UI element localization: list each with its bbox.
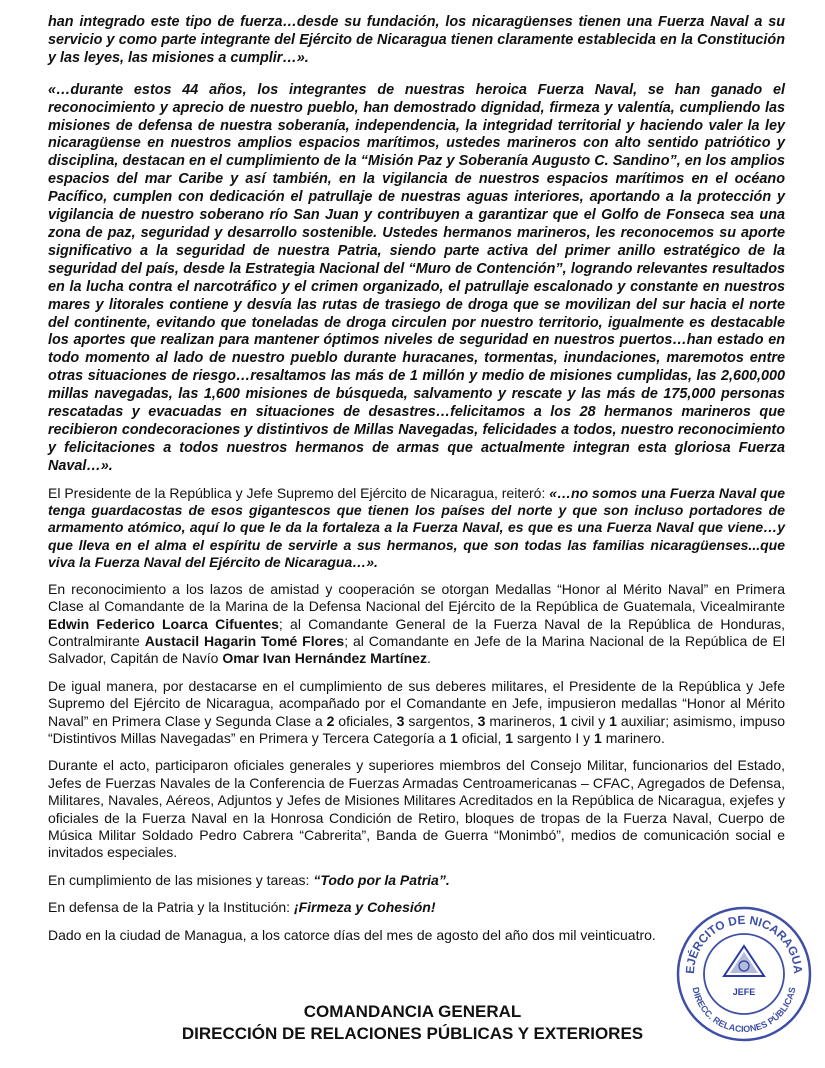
seal-top-text: EJÉRCITO DE NICARAGUA <box>682 912 806 975</box>
award-count: 3 <box>477 712 486 729</box>
award-count: 1 <box>559 712 568 729</box>
award-count: 1 <box>505 729 514 746</box>
awards-text: marineros, <box>485 712 560 729</box>
medals-text-3: ; al Comandante en Jefe de la Marina Nacional de la República de El Salvador, Capitán de Navío <box>48 632 785 667</box>
coat-of-arms-icon <box>724 946 764 976</box>
mission-line <box>48 872 785 889</box>
awards-text: De igual manera, por destacarse en el cumplimiento de sus deberes militares, el Presidente de la República y Jefe Supremo del Ejército de Nicaragua, acompañado por el Comandante en Jefe, impusieron medallas “Honor al Mérito Naval” en Primera Clase y Segunda Clase a <box>48 677 785 729</box>
defense-label: En defensa de la Patria y la Institución: <box>48 899 294 916</box>
award-count: 1 <box>450 729 458 746</box>
honoree-el-salvador: Omar Ivan Hernández Martínez <box>222 650 427 667</box>
medals-paragraph <box>48 581 785 668</box>
quote-continuation: han integrado este tipo de fuerza…desde su fundación, los nicaragüenses tienen una Fuerza Naval a su servicio y como parte integrante del Ejército de Nicaragua tienen claramente establecida en la Constitución y las leyes, las misiones a cumplir…». <box>48 14 785 66</box>
document-body <box>48 14 785 944</box>
navy-anniversary-quote: «…durante estos 44 años, los integrantes de nuestras heroica Fuerza Naval, se han ganado el reconocimiento y aprecio de nuestro pueblo, han demostrado dignidad, firmeza y valentía, cumpliendo las misiones de defensa de nuestra soberanía, independencia, la integridad territorial y haciendo valer la ley nicaragüense en nuestros amplios espacios marítimos, ustedes marineros con alto sentido patriótico y disciplina, destacan en el cumplimiento de la “Misión Paz y Soberanía Augusto C. Sandino”, en los amplios espacios del mar Caribe y así también, en la vigilancia de nuestros espacios marítimos en el océano Pacífico, cumplen con dedicación el patrullaje de nuestras aguas interiores, aportando a la protección y vigilancia de nuestro soberano río San Juan y contribuyen a garantizar que el Golfo de Fonseca sea una zona de paz, seguridad y desarrollo sostenible. Ustedes hermanos marineros, les reconocemos su aporte significativo a la seguridad de nuestra Patria, siendo parte activa del primer anillo estratégico de la seguridad del país, desde la Estrategia Nacional del “Muro de Contención”, logrando relevantes resultados en la lucha contra el narcotráfico y el crimen organizado, el patrullaje escalonado y constante en nuestros mares y litorales contiene y desvía las rutas de trasiego de droga que se movilizan del sur hacia el norte del continente, evitando que toneladas de droga circulen por nuestro territorio, igualmente es destacable los aportes que realizan para mantener óptimos niveles de seguridad en nuestros puertos…han estado en todo momento al lado de nuestro pueblo durante huracanes, tormentas, inundaciones, maremotos entre otras situaciones de riesgo…resaltamos las más de 1 millón y medio de misiones cumplidas, las 2,600,000 millas navegadas, las 1,600 misiones de búsqueda, salvamento y rescate y las más de 175,000 personas rescatadas y evacuadas en situaciones de desastres…felicitamos a los 28 hermanos marineros que recibieron condecoraciones y distintivos de Millas Navegadas, felicidades a todos, nuestro reconocimiento y felicitaciones a todos nuestros hermanos de armas que actualmente integran esta gloriosa Fuerza Naval…». <box>48 81 785 474</box>
awards-text: oficiales, <box>334 712 397 729</box>
president-quote: «…no somos una Fuerza Naval que tenga guardacostas de esos gigantescos que tienen los países del norte y que son incluso portadores de armamento atómico, aquí lo que le da la fortaleza a la Fuerza Naval, es que es una Fuerza Naval que viene…y que lleva en el alma el espíritu de servirle a sus hermanos, que son todas las familias nicaragüenses...que viva la Fuerza Naval del Ejército de Nicaragua…». <box>48 484 786 571</box>
attendance-paragraph: Durante el acto, participaron oficiales generales y superiores miembros del Consejo Militar, funcionarios del Estado, Jefes de Fuerzas Navales de la Conferencia de Fuerzas Armadas Centroamericanas – CFAC, Agregados de Defensa, Militares, Navales, Aéreos, Adjuntos y Jefes de Misiones Militares Acreditados en la República de Nicaragua, exjefes y oficiales de la Fuerza Naval en la Honrosa Condición de Retiro, bloques de tropas de la Fuerza Naval, Cuerpo de Música Militar Soldado Pedro Cabrera “Cabrerita”, Banda de Guerra “Monimbó”, medios de comunicación social e invitados especiales. <box>48 757 785 861</box>
defense-slogan: ¡Firmeza y Cohesión! <box>293 899 436 916</box>
awards-text: marinero. <box>601 729 665 746</box>
president-intro: El Presidente de la República y Jefe Supremo del Ejército de Nicaragua, reiteró: <box>48 484 550 501</box>
footer-line-2: DIRECCIÓN DE RELACIONES PÚBLICAS Y EXTERIORES <box>181 1024 644 1043</box>
awards-text: civil y <box>567 712 610 729</box>
seal-bottom-text: DIRECC. RELACIONES PÚBLICAS <box>690 986 798 1035</box>
medals-text-4: . <box>426 650 431 667</box>
footer-line-1: COMANDANCIA GENERAL <box>303 1002 522 1021</box>
army-seal-stamp <box>672 902 816 1046</box>
awards-text: auxiliar; asimismo, impuso “Distintivos Millas Navegadas” en Primera y Tercera Categoría a <box>48 712 786 746</box>
medals-text-1: En reconocimiento a los lazos de amistad y cooperación se otorgan Medallas “Honor al Mérito Naval” en Primera Clase al Comandante de la Marina de la Defensa Nacional del Ejército de la República de Guatemala, Vicealmirante <box>48 580 785 615</box>
awards-text: sargentos, <box>404 712 478 729</box>
awards-text: sargento I y <box>513 729 595 746</box>
honoree-honduras: Austacil Hagarin Tomé Flores <box>144 632 345 649</box>
award-count: 3 <box>396 712 405 729</box>
honoree-guatemala: Edwin Federico Loarca Cifuentes <box>48 615 279 632</box>
award-count: 1 <box>594 729 602 746</box>
awards-paragraph <box>48 678 785 748</box>
seal-center-text: JEFE <box>732 987 756 997</box>
award-count: 2 <box>326 712 335 729</box>
award-count: 1 <box>609 712 617 729</box>
mission-slogan: “Todo por la Patria”. <box>313 871 450 888</box>
president-statement <box>48 485 785 572</box>
medals-text-2: ; al Comandante General de la Fuerza Naval de la República de Honduras, Contralmirante <box>48 615 785 649</box>
mission-label: En cumplimiento de las misiones y tareas: <box>48 871 314 888</box>
awards-text: oficial, <box>457 729 506 746</box>
date-line: Dado en la ciudad de Managua, a los catorce días del mes de agosto del año dos mil veinticuatro. <box>48 926 656 943</box>
